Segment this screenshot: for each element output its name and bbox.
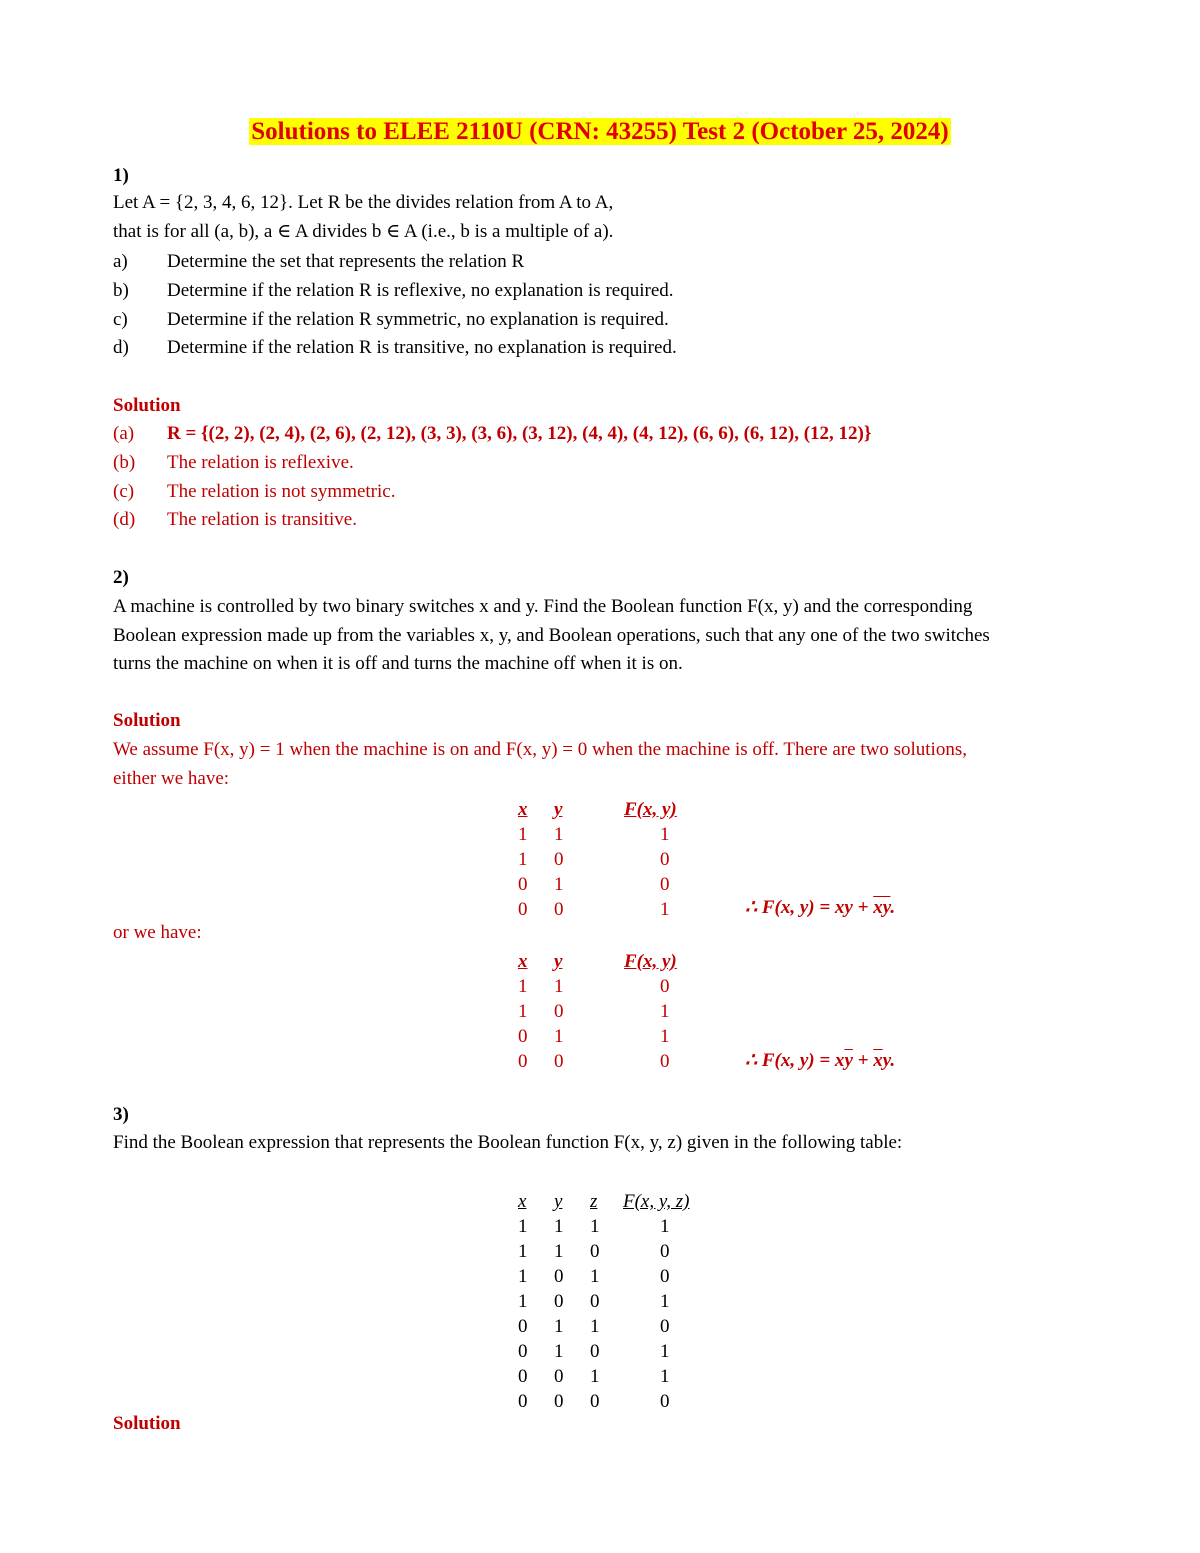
q2-truth-table-2 (515, 949, 715, 1074)
q3-truth-table (515, 1189, 725, 1414)
table-row: 0 0 1 (518, 899, 670, 920)
table-row: 1 1 1 (518, 824, 670, 845)
q3-number: 3) (113, 1104, 129, 1125)
q2-or-text: or we have: (113, 922, 202, 943)
table-row: 0 0 0 (518, 1051, 670, 1072)
q1-statement-line1: Let A = {2, 3, 4, 6, 12}. Let R be the divides relation from A to A, (113, 192, 614, 213)
q1-part-a: a) Determine the set that represents the relation R (113, 251, 525, 272)
q3-statement: Find the Boolean expression that represents the Boolean function F(x, y, z) given in the following table: (113, 1132, 903, 1153)
q2-truth-table-1 (515, 797, 715, 922)
table-row: 0 0 1 1 (518, 1366, 670, 1387)
q1-answer-d: (d) The relation is transitive. (113, 509, 357, 530)
table-row: 1 1 1 1 (518, 1216, 670, 1237)
q2-solution-line2: either we have: (113, 768, 230, 789)
q1-solution-heading: Solution (113, 395, 181, 416)
q2-solution-heading: Solution (113, 710, 181, 731)
q2-number: 2) (113, 567, 129, 588)
q1-answer-c: (c) The relation is not symmetric. (113, 481, 396, 502)
q2-statement-line2: Boolean expression made up from the variables x, y, and Boolean operations, such that any one of the two switches (113, 625, 990, 646)
q2-statement-line1: A machine is controlled by two binary switches x and y. Find the Boolean function F(x, y) and the corresponding (113, 596, 973, 617)
table-row: 1 1 0 0 (518, 1241, 670, 1262)
q1-statement-line2: that is for all (a, b), a ∈ A divides b ∈ A (i.e., b is a multiple of a). (113, 221, 614, 242)
q1-part-c: c) Determine if the relation R symmetric, no explanation is required. (113, 309, 669, 330)
q1-part-b: b) Determine if the relation R is reflexive, no explanation is required. (113, 280, 674, 301)
table-header-row: x y z F(x, y, z) (518, 1191, 690, 1212)
table-header-row: x y F(x, y) (518, 951, 677, 972)
table-row: 1 0 0 (518, 849, 670, 870)
q1-number: 1) (113, 165, 129, 186)
table-row: 0 0 0 0 (518, 1391, 670, 1412)
table-row: 0 1 0 1 (518, 1341, 670, 1362)
q1-part-d: d) Determine if the relation R is transitive, no explanation is required. (113, 337, 677, 358)
q1-answer-a: (a) R = {(2, 2), (2, 4), (2, 6), (2, 12), (3, 3), (3, 6), (3, 12), (4, 4), (4, 12), (6, 6), (6, 12), (12, 12)} (113, 423, 872, 444)
q2-solution-line1: We assume F(x, y) = 1 when the machine is on and F(x, y) = 0 when the machine is off. There are two solutions, (113, 739, 967, 760)
document-title: Solutions to ELEE 2110U (CRN: 43255) Test 2 (October 25, 2024) (251, 118, 949, 145)
table-row: 1 0 0 1 (518, 1291, 670, 1312)
table-row: 1 0 1 (518, 1001, 670, 1022)
q2-statement-line3: turns the machine on when it is off and turns the machine off when it is on. (113, 653, 683, 674)
table-row: 0 1 1 0 (518, 1316, 670, 1337)
q2-formula-2: ∴ F(x, $y) = x\overline{y} + \overline{x}y$. (745, 1050, 896, 1071)
table-row: 0 1 0 (518, 874, 670, 895)
q3-solution-heading: Solution (113, 1413, 181, 1434)
table-row: 1 0 1 0 (518, 1266, 670, 1287)
q2-formula-1: ∴ F(x, y) = xy + $\overline{xy}$. (745, 897, 896, 918)
table-header-row: x y F(x, y) (518, 799, 677, 820)
table-row: 0 1 1 (518, 1026, 670, 1047)
table-row: 1 1 0 (518, 976, 670, 997)
q1-answer-b: (b) The relation is reflexive. (113, 452, 354, 473)
